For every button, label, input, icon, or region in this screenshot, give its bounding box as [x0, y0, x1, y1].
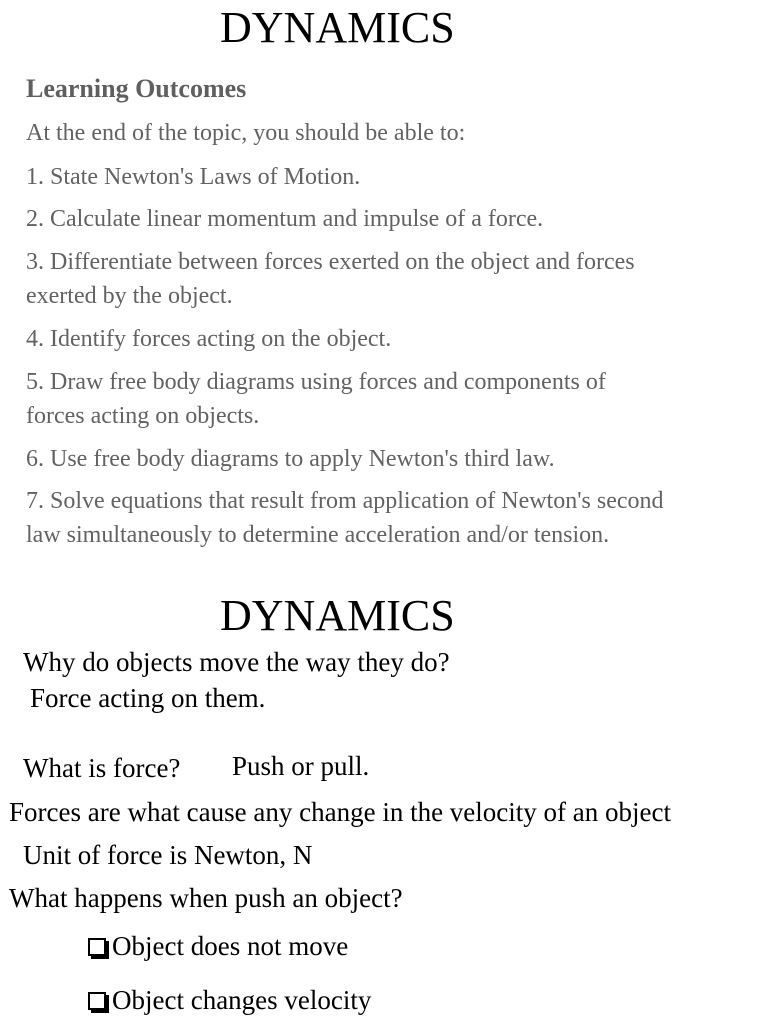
- question-what-is-force: What is force?: [23, 753, 181, 783]
- slide2-title: DYNAMICS: [220, 591, 455, 640]
- bullet-item: [88, 983, 371, 1017]
- slide1-title: DYNAMICS: [220, 3, 455, 52]
- answer-force-acting: Force acting on them.: [30, 683, 266, 713]
- answer-push-or-pull: Push or pull.: [232, 751, 370, 781]
- bullet-text: Object does not move: [112, 931, 349, 961]
- outcome-5-line1: 5. Draw free body diagrams using forces and components of: [26, 369, 606, 395]
- question-why-move: Why do objects move the way they do?: [23, 647, 450, 677]
- outcome-6: 6. Use free body diagrams to apply Newton's third law.: [26, 446, 555, 472]
- outcome-1: 1. State Newton's Laws of Motion.: [26, 164, 361, 190]
- question-push-object: What happens when push an object?: [9, 883, 403, 913]
- unit-of-force: Unit of force is Newton, N: [23, 840, 313, 870]
- checkbox-bullet-icon: [88, 938, 106, 956]
- learning-outcomes-heading: Learning Outcomes: [26, 74, 247, 103]
- checkbox-bullet-icon: [88, 992, 106, 1010]
- outcome-3-line2: exerted by the object.: [26, 283, 233, 309]
- bullet-text: Object changes velocity: [112, 985, 372, 1015]
- outcome-4: 4. Identify forces acting on the object.: [26, 326, 392, 352]
- force-definition: Forces are what cause any change in the velocity of an object: [9, 797, 671, 827]
- bullet-item: [88, 929, 348, 963]
- outcome-7-line1: 7. Solve equations that result from application of Newton's second: [26, 488, 664, 514]
- outcome-2: 2. Calculate linear momentum and impulse of a force.: [26, 206, 544, 232]
- outcome-7-line2: law simultaneously to determine acceleration and/or tension.: [26, 522, 610, 548]
- outcome-5-line2: forces acting on objects.: [26, 403, 260, 429]
- outcome-3-line1: 3. Differentiate between forces exerted on the object and forces: [26, 249, 635, 275]
- intro-text: At the end of the topic, you should be able to:: [26, 120, 466, 146]
